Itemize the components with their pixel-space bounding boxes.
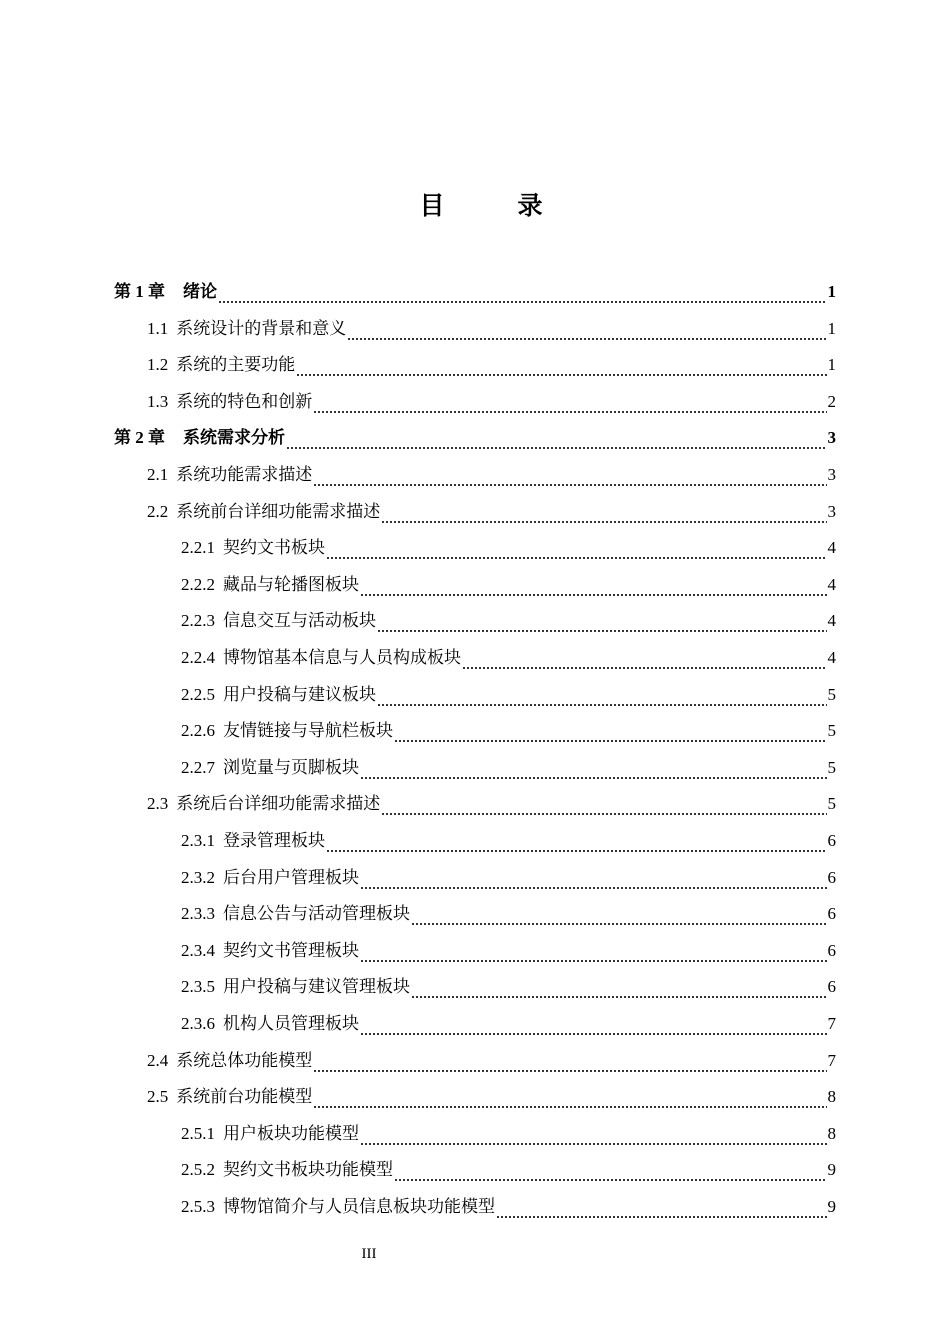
toc-entry-label	[181, 1116, 359, 1152]
dot-leader	[313, 457, 826, 493]
toc-entry[interactable]	[147, 457, 836, 493]
toc-entry-title: 系统后台详细功能需求描述	[176, 794, 381, 814]
toc-entry-title: 机构人员管理板块	[223, 1014, 359, 1033]
toc-entry[interactable]	[181, 1152, 836, 1188]
toc-entry-page-number: 7	[827, 1050, 836, 1070]
toc-entry-label	[147, 1043, 312, 1079]
toc-entry-title: 用户板块功能模型	[223, 1123, 359, 1143]
toc-entry[interactable]	[147, 1043, 836, 1079]
toc-entry-number: 第 1 章	[114, 282, 165, 301]
toc-entry-number: 2.3.4	[181, 940, 215, 960]
toc-entry-page-number: 3	[827, 428, 836, 448]
toc-entry-page-number: 4	[827, 538, 836, 558]
toc-entry-title: 博物馆简介与人员信息板块功能模型	[223, 1197, 495, 1216]
toc-entry-number: 2.3.1	[181, 831, 215, 850]
toc-entry-label	[181, 969, 410, 1005]
document-title: 目 录	[419, 193, 567, 220]
dot-leader	[313, 1079, 826, 1115]
toc-entry-label	[147, 347, 295, 383]
toc-entry[interactable]	[181, 677, 836, 713]
toc-entry-label	[181, 640, 461, 676]
toc-entry-page-number: 4	[827, 648, 836, 667]
toc-entry-page-number: 8	[827, 1123, 836, 1143]
toc-entry-page-number: 1	[827, 282, 836, 301]
toc-entry-title: 绪论	[183, 282, 217, 301]
toc-entry-page-number: 1	[827, 318, 836, 338]
toc-entry-number: 2.2	[147, 501, 169, 521]
dot-leader	[462, 640, 827, 676]
dot-leader	[381, 786, 826, 822]
toc-entry-page-number: 3	[827, 465, 836, 484]
toc-entry-number: 1.2	[147, 355, 169, 375]
toc-entry-label	[181, 677, 376, 713]
toc-entry-title: 信息交互与活动板块	[223, 611, 376, 631]
toc-entry-page-number: 6	[827, 977, 836, 997]
toc-entry-page-number: 6	[827, 904, 836, 924]
toc-entry-label	[114, 420, 285, 456]
toc-entry-title: 系统的主要功能	[176, 355, 296, 375]
toc-entry[interactable]	[147, 311, 836, 347]
toc-entry[interactable]	[114, 274, 836, 310]
dot-leader	[411, 969, 827, 1005]
toc-entry-label	[147, 384, 312, 420]
toc-entry-title: 契约文书板块	[223, 538, 325, 558]
toc-entry-number: 2.2.3	[181, 611, 215, 631]
toc-entry-title: 系统前台功能模型	[176, 1087, 313, 1107]
toc-entry[interactable]	[181, 603, 836, 639]
toc-entry-page-number: 6	[827, 940, 836, 960]
toc-entry-page-number: 5	[827, 794, 836, 814]
toc-entry-title: 契约文书板块功能模型	[223, 1160, 393, 1180]
toc-entry[interactable]	[181, 567, 836, 603]
toc-entry-number: 2.2.7	[181, 757, 215, 777]
dot-leader	[360, 750, 827, 786]
toc-entry-label	[181, 860, 359, 896]
toc-entry-number: 2.3.5	[181, 977, 215, 997]
toc-entry-page-number: 5	[827, 757, 836, 777]
dot-leader	[313, 384, 826, 420]
toc-entry-label	[147, 311, 346, 347]
toc-entry-title: 系统设计的背景和意义	[176, 318, 347, 338]
toc-entry-label	[147, 786, 380, 822]
toc-entry-page-number: 7	[827, 1014, 836, 1033]
toc-entry-title: 登录管理板块	[223, 831, 325, 850]
toc-entry-page-number: 9	[827, 1197, 836, 1216]
toc-entry-title: 用户投稿与建议管理板块	[223, 977, 410, 997]
toc-entry-page-number: 8	[827, 1087, 836, 1107]
toc-entry-label	[181, 1189, 495, 1225]
toc-entry-title: 系统的特色和创新	[176, 391, 313, 411]
toc-entry[interactable]	[147, 786, 836, 822]
dot-leader	[326, 530, 827, 566]
toc-entry-number: 1.1	[147, 318, 169, 338]
toc-entry-page-number: 5	[827, 684, 836, 704]
dot-leader	[313, 1043, 826, 1079]
toc-entry-number: 2.4	[147, 1050, 169, 1070]
dot-leader	[360, 933, 827, 969]
toc-entry[interactable]	[181, 1006, 836, 1042]
toc-entry-title: 藏品与轮播图板块	[223, 574, 359, 594]
toc-entry-title: 浏览量与页脚板块	[223, 757, 359, 777]
toc-entry[interactable]	[147, 1079, 836, 1115]
toc-entry-number: 2.5.2	[181, 1160, 215, 1180]
toc-entry-page-number: 6	[827, 831, 836, 850]
dot-leader	[286, 420, 827, 456]
toc-entry-number: 1.3	[147, 391, 169, 411]
toc-entry-page-number: 9	[827, 1160, 836, 1180]
toc-entry-title: 系统需求分析	[183, 428, 285, 448]
dot-leader	[411, 896, 827, 932]
dot-leader	[394, 1152, 827, 1188]
toc-entry[interactable]	[181, 933, 836, 969]
toc-entry-number: 2.5.1	[181, 1123, 215, 1143]
toc-entry-label	[147, 457, 312, 493]
toc-entry-title: 后台用户管理板块	[223, 867, 359, 887]
dot-leader	[218, 274, 827, 310]
toc-entry-title: 契约文书管理板块	[223, 940, 359, 960]
toc-entry-label	[181, 823, 325, 859]
toc-entry-title: 系统前台详细功能需求描述	[176, 501, 381, 521]
toc-entry-page-number: 1	[827, 355, 836, 375]
toc-entry-page-number: 4	[827, 611, 836, 631]
toc-entry-label	[181, 896, 410, 932]
toc-entry-page-number: 6	[827, 867, 836, 887]
toc-entry-label	[181, 1006, 359, 1042]
toc-entry[interactable]	[181, 823, 836, 859]
toc-entry-page-number: 5	[827, 721, 836, 741]
dot-leader	[347, 311, 826, 347]
toc-entry[interactable]	[181, 969, 836, 1005]
dot-leader	[377, 603, 827, 639]
toc-entry-label	[114, 274, 217, 310]
toc-entry-title: 信息公告与活动管理板块	[223, 904, 410, 924]
toc-entry-number: 2.3.2	[181, 867, 215, 887]
toc-entry-title: 用户投稿与建议板块	[223, 684, 376, 704]
toc-entry-number: 2.2.4	[181, 648, 215, 667]
toc-entry-title: 系统总体功能模型	[176, 1050, 313, 1070]
toc-entry-number: 2.2.2	[181, 574, 215, 594]
toc-entry-number: 2.5.3	[181, 1197, 215, 1216]
toc-entry-number: 2.1	[147, 465, 169, 484]
toc-entry[interactable]	[181, 1189, 836, 1225]
page-number-footer: III	[361, 1246, 377, 1262]
toc-entry[interactable]	[181, 713, 836, 749]
toc-entry-number: 2.3	[147, 794, 169, 814]
toc-entry-title: 博物馆基本信息与人员构成板块	[223, 648, 461, 667]
toc-entry[interactable]	[147, 347, 836, 383]
toc-entry-label	[181, 713, 393, 749]
dot-leader	[394, 713, 827, 749]
dot-leader	[360, 567, 827, 603]
toc-entry-label	[147, 1079, 312, 1115]
toc-entry[interactable]	[181, 896, 836, 932]
toc-entry[interactable]	[181, 1116, 836, 1152]
toc-entry[interactable]	[181, 530, 836, 566]
toc-entry-label	[181, 1152, 393, 1188]
toc-entry-label	[181, 603, 376, 639]
toc-entry-page-number: 3	[827, 501, 836, 521]
toc-entry-number: 2.3.6	[181, 1014, 215, 1033]
toc-entry[interactable]	[181, 750, 836, 786]
toc-entry-page-number: 2	[827, 391, 836, 411]
toc-entry-label	[181, 530, 325, 566]
dot-leader	[360, 1006, 827, 1042]
dot-leader	[296, 347, 826, 383]
toc-entry[interactable]	[181, 860, 836, 896]
toc-entry-label	[147, 494, 380, 530]
dot-leader	[360, 860, 827, 896]
toc-entry[interactable]	[181, 640, 836, 676]
toc-entry-label	[181, 933, 359, 969]
dot-leader	[496, 1189, 827, 1225]
toc-entry-number: 第 2 章	[114, 428, 165, 448]
toc-entry-number: 2.3.3	[181, 904, 215, 924]
dot-leader	[377, 677, 827, 713]
toc-entry[interactable]	[147, 494, 836, 530]
toc-entry[interactable]	[114, 420, 836, 456]
dot-leader	[326, 823, 827, 859]
toc-entry-page-number: 4	[827, 574, 836, 594]
toc-entry-number: 2.2.5	[181, 684, 215, 704]
dot-leader	[381, 494, 826, 530]
toc-entry-number: 2.2.6	[181, 721, 215, 741]
toc-entry-title: 系统功能需求描述	[176, 465, 313, 484]
toc-entry-label	[181, 567, 359, 603]
toc-entry-label	[181, 750, 359, 786]
toc-entry-number: 2.5	[147, 1087, 169, 1107]
toc-entry-number: 2.2.1	[181, 538, 215, 558]
toc-entry[interactable]	[147, 384, 836, 420]
toc-entry-title: 友情链接与导航栏板块	[223, 721, 393, 741]
dot-leader	[360, 1116, 827, 1152]
